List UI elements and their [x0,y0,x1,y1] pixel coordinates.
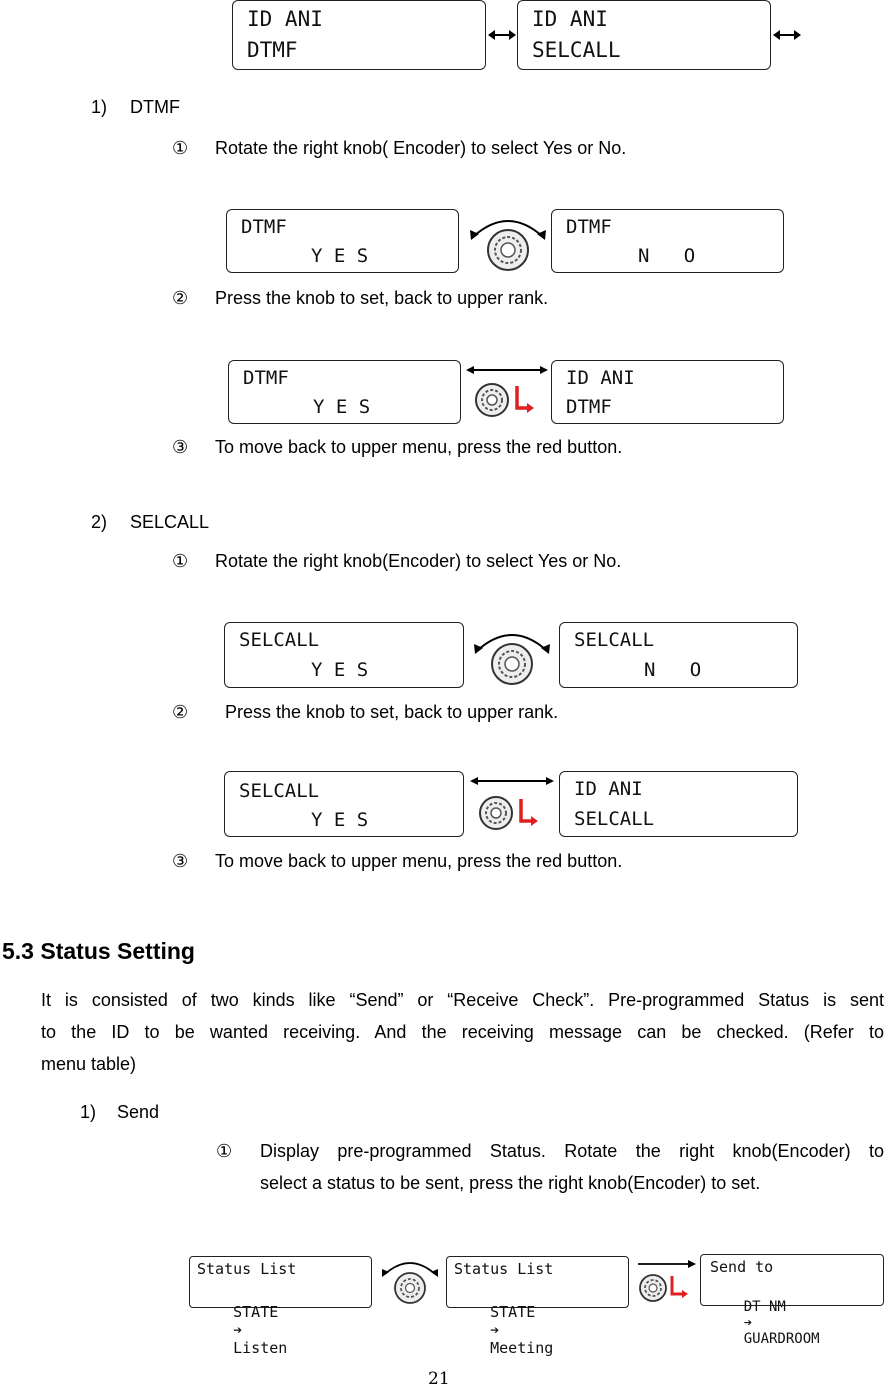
step-marker: ① [172,138,189,158]
dtmf-number: 1) [91,97,108,117]
rotate-knob-icon [472,626,552,686]
lcd-line-2: Y E S [311,659,369,681]
lcd-line-1: ID ANI [247,7,323,31]
lcd-state-label: STATE [233,1303,279,1321]
step-marker: ① [172,551,189,571]
lcd-line-2: DTMF [247,38,298,62]
lcd-line-1: SELCALL [239,780,320,802]
lcd-line-2: Y E S [311,809,369,831]
lcd-line-1: ID ANI [566,367,635,389]
lcd-line-2: Y E S [311,245,369,267]
rotate-knob-icon [468,212,548,272]
lcd-line-1: DTMF [241,216,287,238]
lcd-line-1: DTMF [243,367,289,389]
selcall-title: SELCALL [130,512,210,532]
lcd-state-value: Meeting [490,1339,554,1357]
lcd-line-2: SELCALL [574,808,655,830]
send-step-1-text [260,1135,884,1199]
lcd-id-ani-selcall [517,0,771,70]
lcd-line-2 [454,1285,553,1375]
lcd-selcall-back [559,771,798,837]
send-step-1-line-1: Display pre-programmed Status. Rotate the right knob(Encoder) to [260,1141,884,1161]
lcd-dtmf-back [551,360,784,424]
selcall-step-1-text: Rotate the right knob(Encoder) to select Yes or No. [215,551,622,571]
send-step-1-line-2: select a status to be sent, press the right knob(Encoder) to set. [260,1173,761,1193]
step-marker: ② [172,288,189,308]
press-knob-forward-icon [636,1258,696,1308]
lcd-line-1: Status List [454,1260,554,1278]
lcd-line-2: SELCALL [532,38,621,62]
intro-line-2: to the ID to be wanted receiving. And the receiving message can be checked. (Refer to [41,1022,884,1042]
section-heading: 5.3 Status Setting [2,938,195,964]
dtmf-step-1-text: Rotate the right knob( Encoder) to select Yes or No. [215,138,627,158]
intro-line-1: It is consisted of two kinds like “Send” or “Receive Check”. Pre-programmed Status is sent [41,990,884,1010]
lcd-dtmf-no [551,209,784,273]
lcd-target-value: GUARDROOM [743,1331,820,1347]
step-marker: ① [216,1141,233,1161]
intro-paragraph [41,984,884,1080]
right-arrow-icon: ➔ [490,1321,500,1339]
selcall-step-3-text: To move back to upper menu, press the red button. [215,851,623,871]
step-marker: ③ [172,851,189,871]
lcd-selcall-yes [224,622,464,688]
lcd-line-1: Send to [710,1258,774,1276]
page-number: 21 [428,1369,450,1389]
lcd-target-label: DT NM [743,1299,786,1315]
send-number: 1) [80,1102,97,1122]
lcd-line-1: ID ANI [574,778,643,800]
step-marker: ② [172,702,189,722]
lcd-id-ani-dtmf [232,0,486,70]
double-arrow-icon [488,28,516,42]
lcd-status-list-meeting [446,1256,629,1357]
dtmf-step-2-text: Press the knob to set, back to upper rank. [215,288,549,308]
lcd-state-label: STATE [490,1303,536,1321]
lcd-send-to [700,1254,884,1347]
lcd-line-1: SELCALL [239,629,320,651]
lcd-line-2: DTMF [566,396,612,418]
lcd-line-1: Status List [197,1260,297,1278]
step-marker: ③ [172,437,189,457]
selcall-step-2-text: Press the knob to set, back to upper rank. [225,702,559,722]
double-arrow-icon [773,28,801,42]
press-knob-back-icon [470,775,554,831]
lcd-selcall-no [559,622,798,688]
lcd-line-1: SELCALL [574,629,655,651]
lcd-dtmf-set-yes [228,360,461,424]
right-arrow-icon: ➔ [233,1321,243,1339]
lcd-line-2: Y E S [313,396,371,418]
selcall-number: 2) [91,512,108,532]
dtmf-title: DTMF [130,97,180,117]
lcd-dtmf-yes [226,209,459,273]
lcd-line-2 [710,1283,820,1363]
press-knob-back-icon [466,364,548,420]
lcd-selcall-set-yes [224,771,464,837]
lcd-status-list-listen [189,1256,372,1357]
rotate-knob-icon [380,1256,440,1308]
lcd-line-2: N O [638,245,696,267]
intro-line-3: menu table) [41,1054,137,1074]
right-arrow-icon: ➔ [743,1315,753,1331]
lcd-line-1: ID ANI [532,7,608,31]
lcd-state-value: Listen [233,1339,288,1357]
lcd-line-2 [197,1285,287,1375]
lcd-line-1: DTMF [566,216,612,238]
lcd-line-2: N O [644,659,702,681]
send-title: Send [117,1102,160,1122]
dtmf-step-3-text: To move back to upper menu, press the red button. [215,437,623,457]
